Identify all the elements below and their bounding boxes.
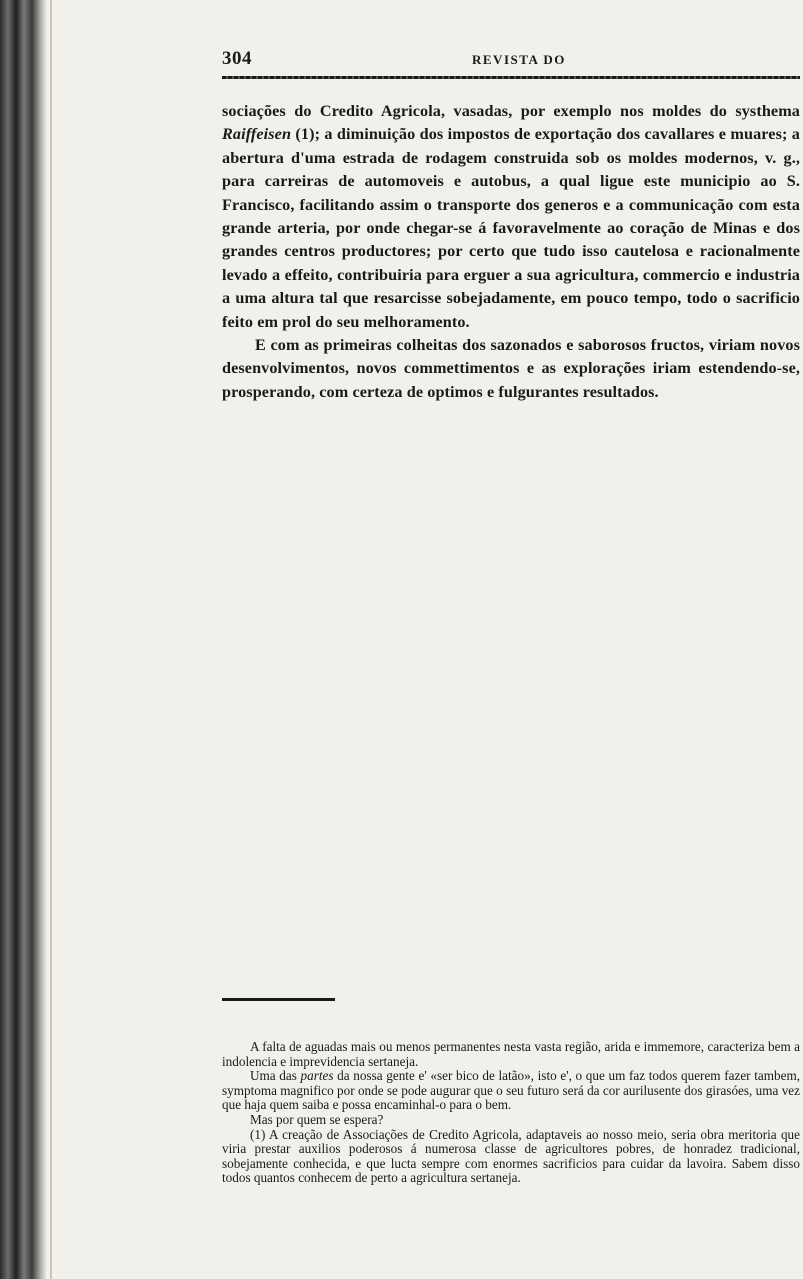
footnote-2-part-b: da nossa gente e' «ser bico de latão», isto e', o que um faz todos querem fazer tambem, symptoma magnifico por onde se pode augurar que o seu futuro será da cor aurilusente dos girasóes, uma vez que haja quem saiba e possa encaminhal-o para o bem. bbox=[222, 1068, 800, 1113]
paragraph-1-italic: Raiffeisen bbox=[222, 125, 292, 144]
running-head: REVISTA DO bbox=[472, 52, 566, 67]
footnote-4: (1) A creação de Associações de Credito Agricola, adaptaveis ao nosso meio, seria obra meritoria que viria prestar auxilios poderosos á numerosa classe de agricultores pobres, de honradez tradicional, sobejamente conhecida, e que lucta sempre com enormes sacrificios para cuidar da lavoira. Sabem disso todos quantos conhecem de perto a agricultura sertaneja. bbox=[222, 1126, 800, 1186]
binding-shadow-line bbox=[50, 0, 52, 1279]
header-rule bbox=[222, 76, 800, 79]
footnote-1: A falta de aguadas mais ou menos permanentes nesta vasta região, arida e immemore, caracteriza bem a indolencia e imprevidencia sertaneja. bbox=[222, 1039, 800, 1069]
footnote-separator bbox=[222, 998, 335, 1001]
page-header bbox=[222, 44, 798, 78]
footnote-3: Mas por quem se espera? bbox=[250, 1111, 384, 1127]
paragraph-1-part-b: (1); a diminuição dos impostos de exportação dos cavallares e muares; a abertura d'uma estrada de rodagem construida sob os moldes modernos, v. g., para carreiras de automoveis e autobus, a qual ligue este municipio ao S. Francisco, facilitando assim o transporte dos generos e a communicação com esta grande arteria, por onde chegar-se á favoravelmente ao coração de Minas e dos grandes centros productores; por certo que tudo isso cautelosa e racionalmente levado a effeito, contribuiria para erguer a sua agricultura, commercio e industria a uma altura tal que resarcisse sobejadamente, em pouco tempo, todo o sacrificio feito em prol do seu melhoramento. bbox=[222, 125, 800, 331]
paragraph-1-part-a: sociações do Credito Agricola, vasadas, por exemplo nos moldes do systhema bbox=[222, 102, 800, 120]
paragraph-1 bbox=[222, 100, 800, 334]
footnote-2-part-a: Uma das bbox=[250, 1068, 301, 1084]
main-body-text bbox=[222, 100, 800, 404]
book-binding-edge bbox=[0, 0, 46, 1279]
page-number: 304 bbox=[222, 48, 252, 69]
footnote-2 bbox=[222, 1069, 800, 1113]
footnote-2-italic: partes bbox=[300, 1068, 334, 1084]
footnotes bbox=[222, 1040, 800, 1186]
paragraph-2: E com as primeiras colheitas dos sazonados e saborosos fructos, viriam novos desenvolvimentos, novos commettimentos e as explorações iriam estendendo-se, prosperando, com certeza de optimos e fulgurantes resultados. bbox=[222, 336, 800, 401]
